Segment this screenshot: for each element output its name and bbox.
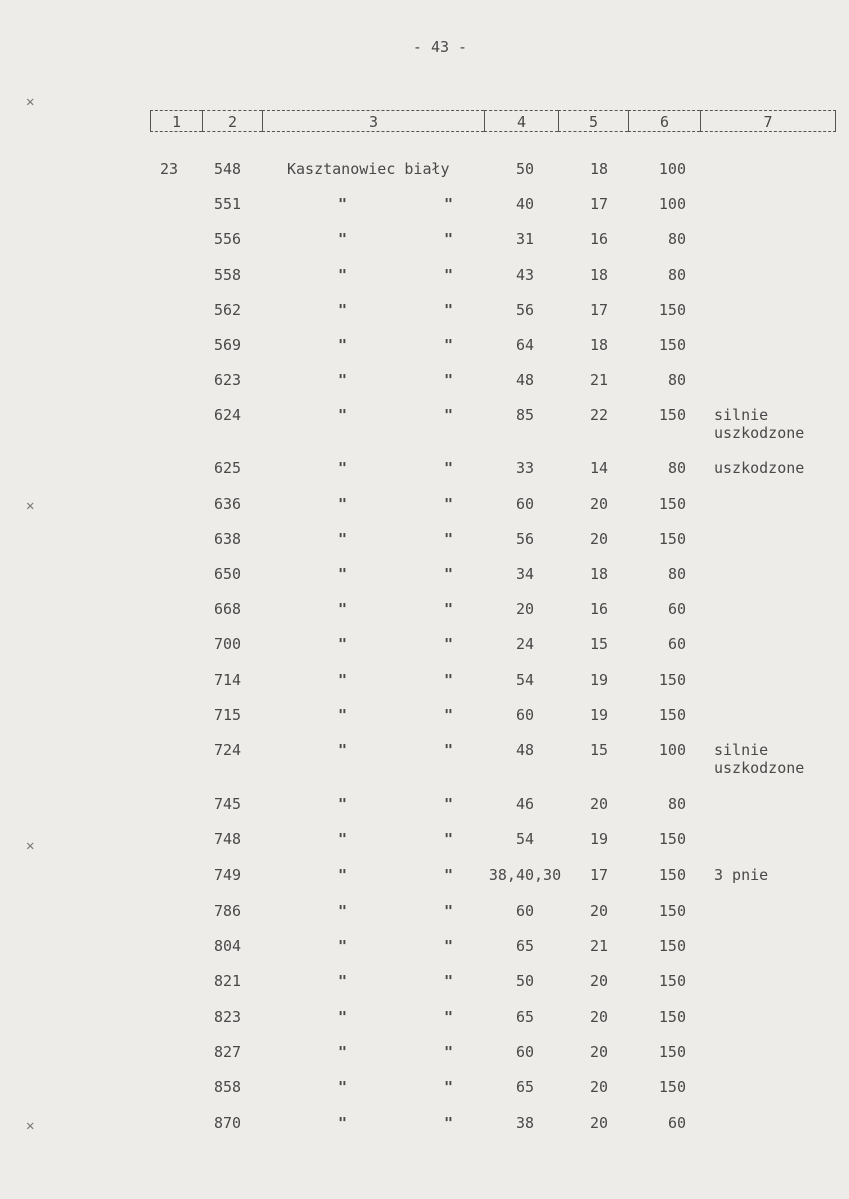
tree-id: 804 <box>214 937 242 955</box>
tree-id: 870 <box>214 1114 242 1132</box>
ditto-mark: " <box>338 741 348 759</box>
ditto-mark: " <box>444 1043 454 1061</box>
col5-value: 17 <box>589 301 609 319</box>
header-col-7: 7 <box>700 110 836 132</box>
col5-value: 19 <box>589 830 609 848</box>
ditto-mark: " <box>338 1114 348 1132</box>
ditto-mark: " <box>338 565 348 583</box>
tree-id: 821 <box>214 972 242 990</box>
col5-value: 16 <box>589 600 609 618</box>
ditto-mark: " <box>444 406 454 424</box>
ditto-mark: " <box>338 1078 348 1096</box>
tree-id: 858 <box>214 1078 242 1096</box>
col6-value: 150 <box>658 671 686 689</box>
ditto-mark: " <box>444 266 454 284</box>
ditto-mark: " <box>338 830 348 848</box>
remark-line: silnie <box>714 406 769 424</box>
tree-id: 558 <box>214 266 242 284</box>
tree-id: 749 <box>214 866 242 884</box>
table-row <box>0 972 849 992</box>
col5-value: 18 <box>589 266 609 284</box>
col6-value: 80 <box>667 230 686 248</box>
remark-line: uszkodzone <box>714 424 805 442</box>
ditto-mark: " <box>444 741 454 759</box>
ditto-mark: " <box>338 1008 348 1026</box>
ditto-mark: " <box>444 459 454 477</box>
col5-value: 14 <box>589 459 609 477</box>
tree-id: 715 <box>214 706 242 724</box>
tree-id: 714 <box>214 671 242 689</box>
ditto-mark: " <box>338 635 348 653</box>
col4-value: 54 <box>515 830 535 848</box>
ditto-mark: " <box>444 1114 454 1132</box>
col4-value: 65 <box>515 1078 535 1096</box>
col6-value: 60 <box>667 635 686 653</box>
table-row <box>0 565 849 585</box>
remark <box>714 459 804 477</box>
col4-value: 38,40,30 <box>488 866 562 884</box>
tree-id: 623 <box>214 371 242 389</box>
ditto-mark: " <box>338 706 348 724</box>
table-row <box>0 635 849 655</box>
col4-value: 20 <box>515 600 535 618</box>
col6-value: 80 <box>667 371 686 389</box>
tree-id: 748 <box>214 830 242 848</box>
col6-value: 150 <box>658 1078 686 1096</box>
col6-value: 150 <box>658 301 686 319</box>
header-col-3: 3 <box>262 110 484 132</box>
col4-value: 48 <box>515 741 535 759</box>
col4-value: 85 <box>515 406 535 424</box>
col4-value: 50 <box>515 160 535 178</box>
remark-line: silnie <box>714 741 769 759</box>
col5-value: 20 <box>589 972 609 990</box>
table-row <box>0 902 849 922</box>
col5-value: 20 <box>589 902 609 920</box>
col6-value: 60 <box>667 1114 686 1132</box>
tree-id: 700 <box>214 635 242 653</box>
tree-id: 624 <box>214 406 242 424</box>
col5-value: 19 <box>589 706 609 724</box>
ditto-mark: " <box>444 230 454 248</box>
col6-value: 150 <box>658 495 686 513</box>
tree-id: 650 <box>214 565 242 583</box>
col5-value: 20 <box>589 530 609 548</box>
col4-value: 46 <box>515 795 535 813</box>
col4-value: 38 <box>515 1114 535 1132</box>
tree-id: 745 <box>214 795 242 813</box>
ditto-mark: " <box>444 972 454 990</box>
col4-value: 43 <box>515 266 535 284</box>
tree-id: 551 <box>214 195 242 213</box>
table-row <box>0 671 849 691</box>
ditto-mark: " <box>338 972 348 990</box>
col4-value: 34 <box>515 565 535 583</box>
tree-id: 562 <box>214 301 242 319</box>
col4-value: 48 <box>515 371 535 389</box>
binding-hole-mark: ✕ <box>26 838 35 854</box>
tree-id: 638 <box>214 530 242 548</box>
binding-hole-mark: ✕ <box>26 94 35 110</box>
ditto-mark: " <box>338 459 348 477</box>
tree-id: 625 <box>214 459 242 477</box>
ditto-mark: " <box>338 671 348 689</box>
remark-line: uszkodzone <box>714 759 805 777</box>
ditto-mark: " <box>444 600 454 618</box>
table-row <box>0 830 849 850</box>
col5-value: 15 <box>589 635 609 653</box>
col6-value: 80 <box>667 565 686 583</box>
col4-value: 60 <box>515 1043 535 1061</box>
col4-value: 60 <box>515 706 535 724</box>
table-row <box>0 795 849 815</box>
header-col-6: 6 <box>628 110 700 132</box>
ditto-mark: " <box>444 1008 454 1026</box>
table-row <box>0 741 849 777</box>
col5-value: 17 <box>589 195 609 213</box>
col5-value: 20 <box>589 1078 609 1096</box>
col6-value: 150 <box>658 937 686 955</box>
remark-line: 3 pnie <box>714 866 769 884</box>
col6-value: 150 <box>658 706 686 724</box>
tree-id: 548 <box>214 160 242 178</box>
ditto-mark: " <box>338 266 348 284</box>
col6-value: 150 <box>658 866 686 884</box>
col4-value: 56 <box>515 301 535 319</box>
tree-id: 636 <box>214 495 242 513</box>
table-header <box>150 110 836 136</box>
col4-value: 56 <box>515 530 535 548</box>
ditto-mark: " <box>444 671 454 689</box>
ditto-mark: " <box>444 530 454 548</box>
table-row <box>0 600 849 620</box>
ditto-mark: " <box>444 795 454 813</box>
col5-value: 20 <box>589 495 609 513</box>
ditto-mark: " <box>444 830 454 848</box>
remark-line: uszkodzone <box>714 459 805 477</box>
col4-value: 54 <box>515 671 535 689</box>
col5-value: 20 <box>589 1043 609 1061</box>
table-row <box>0 266 849 286</box>
remark <box>714 406 804 442</box>
ditto-mark: " <box>338 902 348 920</box>
table-row <box>0 937 849 957</box>
page-number: - 43 - <box>412 38 468 56</box>
tree-id: 724 <box>214 741 242 759</box>
col4-value: 33 <box>515 459 535 477</box>
ditto-mark: " <box>338 530 348 548</box>
col5-value: 18 <box>589 160 609 178</box>
ditto-mark: " <box>338 336 348 354</box>
col6-value: 150 <box>658 972 686 990</box>
table-row <box>0 230 849 250</box>
ditto-mark: " <box>338 1043 348 1061</box>
ditto-mark: " <box>444 371 454 389</box>
ditto-mark: " <box>338 195 348 213</box>
col6-value: 150 <box>658 406 686 424</box>
header-col-2: 2 <box>202 110 262 132</box>
col5-value: 21 <box>589 937 609 955</box>
ditto-mark: " <box>338 371 348 389</box>
col6-value: 100 <box>658 195 686 213</box>
binding-hole-mark: ✕ <box>26 498 35 514</box>
col5-value: 17 <box>589 866 609 884</box>
tree-id: 556 <box>214 230 242 248</box>
col5-value: 22 <box>589 406 609 424</box>
col5-value: 19 <box>589 671 609 689</box>
table-row <box>0 706 849 726</box>
col4-value: 60 <box>515 495 535 513</box>
header-col-5: 5 <box>558 110 628 132</box>
col5-value: 18 <box>589 565 609 583</box>
ditto-mark: " <box>444 1078 454 1096</box>
tree-id: 823 <box>214 1008 242 1026</box>
ditto-mark: " <box>444 495 454 513</box>
ditto-mark: " <box>444 706 454 724</box>
col6-value: 60 <box>667 600 686 618</box>
ditto-mark: " <box>338 600 348 618</box>
col5-value: 16 <box>589 230 609 248</box>
col6-value: 150 <box>658 902 686 920</box>
table-row <box>0 459 849 479</box>
group-number: 23 <box>160 160 179 178</box>
ditto-mark: " <box>338 301 348 319</box>
ditto-mark: " <box>338 795 348 813</box>
col4-value: 40 <box>515 195 535 213</box>
col6-value: 80 <box>667 459 686 477</box>
binding-hole-mark: ✕ <box>26 1118 35 1134</box>
table-row <box>0 1008 849 1028</box>
table-row <box>0 1043 849 1063</box>
header-col-4: 4 <box>484 110 558 132</box>
tree-id: 827 <box>214 1043 242 1061</box>
col4-value: 50 <box>515 972 535 990</box>
ditto-mark: " <box>444 301 454 319</box>
table-row <box>0 866 849 886</box>
col4-value: 60 <box>515 902 535 920</box>
remark <box>714 866 768 884</box>
ditto-mark: " <box>444 635 454 653</box>
ditto-mark: " <box>444 937 454 955</box>
tree-id: 786 <box>214 902 242 920</box>
ditto-mark: " <box>338 406 348 424</box>
col5-value: 20 <box>589 795 609 813</box>
col5-value: 18 <box>589 336 609 354</box>
header-col-1: 1 <box>150 110 202 132</box>
ditto-mark: " <box>444 336 454 354</box>
col4-value: 31 <box>515 230 535 248</box>
table-row <box>0 336 849 356</box>
col5-value: 20 <box>589 1008 609 1026</box>
ditto-mark: " <box>338 866 348 884</box>
ditto-mark: " <box>444 866 454 884</box>
col6-value: 150 <box>658 830 686 848</box>
col6-value: 100 <box>658 160 686 178</box>
table-row <box>0 495 849 515</box>
table-row <box>0 160 849 180</box>
col4-value: 64 <box>515 336 535 354</box>
ditto-mark: " <box>444 565 454 583</box>
tree-id: 569 <box>214 336 242 354</box>
table-row <box>0 1078 849 1098</box>
ditto-mark: " <box>444 902 454 920</box>
remark <box>714 741 804 777</box>
table-row <box>0 301 849 321</box>
col5-value: 15 <box>589 741 609 759</box>
ditto-mark: " <box>444 195 454 213</box>
ditto-mark: " <box>338 230 348 248</box>
table-row <box>0 530 849 550</box>
col6-value: 150 <box>658 1043 686 1061</box>
ditto-mark: " <box>338 937 348 955</box>
table-row <box>0 1114 849 1134</box>
col6-value: 80 <box>667 795 686 813</box>
col6-value: 150 <box>658 1008 686 1026</box>
table-row <box>0 406 849 442</box>
ditto-mark: " <box>338 495 348 513</box>
species-name: Kasztanowiec biały <box>287 160 450 178</box>
col4-value: 65 <box>515 937 535 955</box>
tree-id: 668 <box>214 600 242 618</box>
col5-value: 20 <box>589 1114 609 1132</box>
table-row <box>0 195 849 215</box>
col6-value: 150 <box>658 336 686 354</box>
col4-value: 24 <box>515 635 535 653</box>
col6-value: 150 <box>658 530 686 548</box>
col6-value: 80 <box>667 266 686 284</box>
col4-value: 65 <box>515 1008 535 1026</box>
col5-value: 21 <box>589 371 609 389</box>
table-row <box>0 371 849 391</box>
col6-value: 100 <box>658 741 686 759</box>
